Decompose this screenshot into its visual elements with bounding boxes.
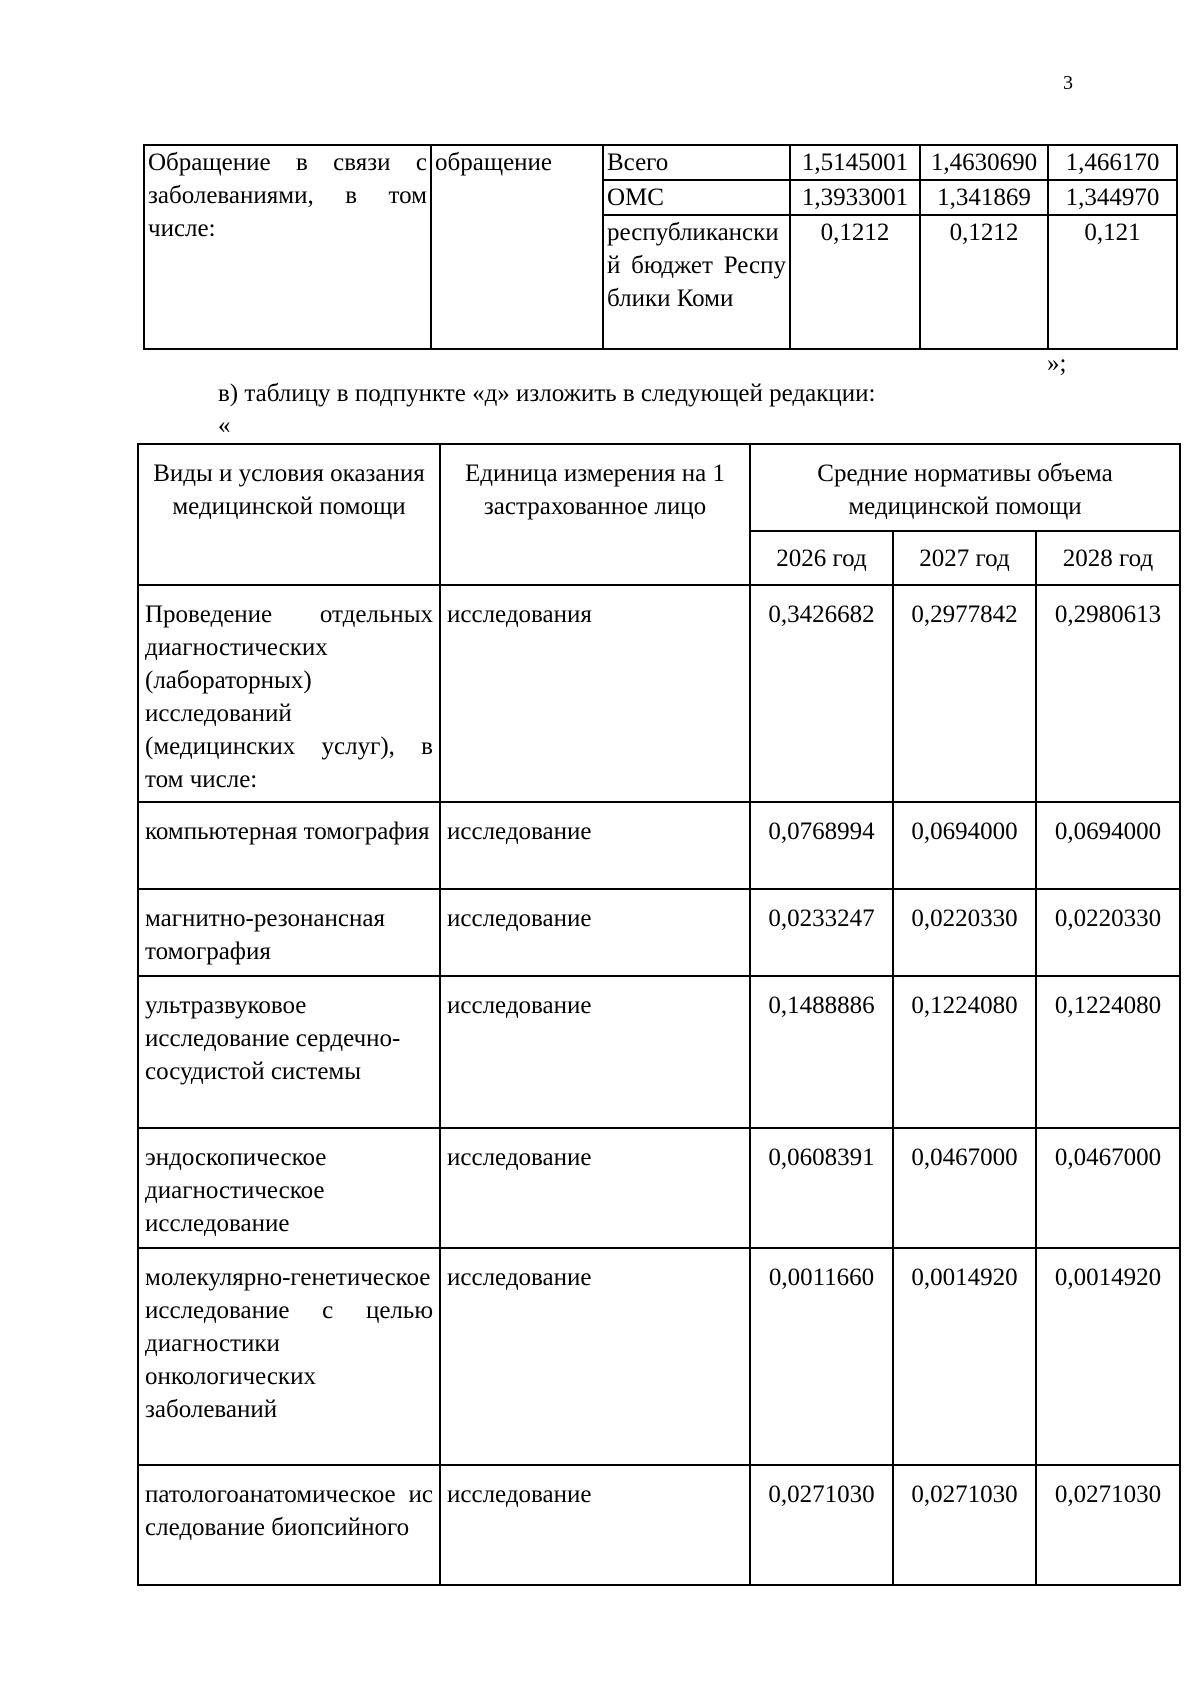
header-norms: Средние нормативы объема медицинской помощи [750, 444, 1180, 531]
top-table [143, 144, 1178, 350]
value-cell: 1,466170 [1048, 145, 1177, 180]
value-cell: 0,0220330 [1036, 889, 1180, 976]
value-cell: 1,4630690 [920, 145, 1048, 180]
value-cell: 1,3933001 [790, 180, 920, 215]
unit-cell: исследование [440, 802, 750, 889]
value-cell: 0,1224080 [1036, 976, 1180, 1128]
value-cell: 0,0608391 [750, 1128, 893, 1248]
header-unit: Единица измерения на 1 застрахованное лицо [440, 444, 750, 585]
value-cell: 0,2980613 [1036, 585, 1180, 802]
service-type-cell: Проведение отдельных диагностических (лабораторных) исследований (медицинских услуг), в том числе: [138, 585, 440, 802]
header-year: 2027 год [893, 531, 1036, 585]
value-cell: 0,0694000 [893, 802, 1036, 889]
table-row [138, 889, 1180, 976]
value-cell: 0,0271030 [750, 1465, 893, 1585]
value-cell: 0,0014920 [1036, 1248, 1180, 1465]
value-cell: 0,0271030 [893, 1465, 1036, 1585]
service-type-cell: патологоанатомическое исследование биопсийного [138, 1465, 440, 1585]
unit-cell: исследование [440, 976, 750, 1128]
closing-quote: »; [1047, 350, 1067, 377]
table-row [144, 145, 1177, 180]
value-cell: 0,1212 [790, 215, 920, 349]
unit-cell: исследование [440, 1248, 750, 1465]
table-row [138, 1128, 1180, 1248]
table-row [138, 976, 1180, 1128]
value-cell: 0,0467000 [893, 1128, 1036, 1248]
table-row [138, 802, 1180, 889]
unit-cell: обращение [431, 145, 603, 349]
table-row [138, 585, 1180, 802]
page-number: 3 [1063, 72, 1073, 94]
header-service-type: Виды и условия оказания медицинской помощи [138, 444, 440, 585]
unit-cell: исследования [440, 585, 750, 802]
value-cell: 0,0467000 [1036, 1128, 1180, 1248]
header-year: 2028 год [1036, 531, 1180, 585]
service-type-cell: компьютерная томография [138, 802, 440, 889]
value-cell: 0,0011660 [750, 1248, 893, 1465]
value-cell: 0,1488886 [750, 976, 893, 1128]
value-cell: 1,5145001 [790, 145, 920, 180]
value-cell: 0,0694000 [1036, 802, 1180, 889]
service-type-cell: ультразвуковое исследование сердечно-сосудистой системы [138, 976, 440, 1128]
unit-cell: исследование [440, 889, 750, 976]
main-table [137, 443, 1181, 1586]
value-cell: 0,1224080 [893, 976, 1036, 1128]
value-cell: 1,341869 [920, 180, 1048, 215]
service-type-cell: молекулярно-генетическое исследование с целью диагностики онкологических заболеваний [138, 1248, 440, 1465]
unit-cell: исследование [440, 1128, 750, 1248]
value-cell: 1,344970 [1048, 180, 1177, 215]
service-type-cell: Обращение в связи с заболеваниями, в том числе: [144, 145, 431, 349]
value-cell: 0,121 [1048, 215, 1177, 349]
value-cell: 0,0271030 [1036, 1465, 1180, 1585]
value-cell: 0,2977842 [893, 585, 1036, 802]
source-cell: ОМС [603, 180, 790, 215]
value-cell: 0,3426682 [750, 585, 893, 802]
value-cell: 0,0768994 [750, 802, 893, 889]
value-cell: 0,0233247 [750, 889, 893, 976]
unit-cell: исследование [440, 1465, 750, 1585]
service-type-cell: магнитно-резонансная томография [138, 889, 440, 976]
source-cell: республиканский бюджет Республики Коми [603, 215, 790, 349]
instruction-text: в) таблицу в подпункте «д» изложить в следующей редакции: [218, 380, 876, 407]
header-year: 2026 год [750, 531, 893, 585]
value-cell: 0,1212 [920, 215, 1048, 349]
header-row [138, 444, 1180, 531]
table-row [138, 1248, 1180, 1465]
service-type-cell: эндоскопическое диагностическое исследование [138, 1128, 440, 1248]
value-cell: 0,0220330 [893, 889, 1036, 976]
table-row [138, 1465, 1180, 1585]
source-cell: Всего [603, 145, 790, 180]
value-cell: 0,0014920 [893, 1248, 1036, 1465]
opening-quote: « [218, 412, 231, 439]
